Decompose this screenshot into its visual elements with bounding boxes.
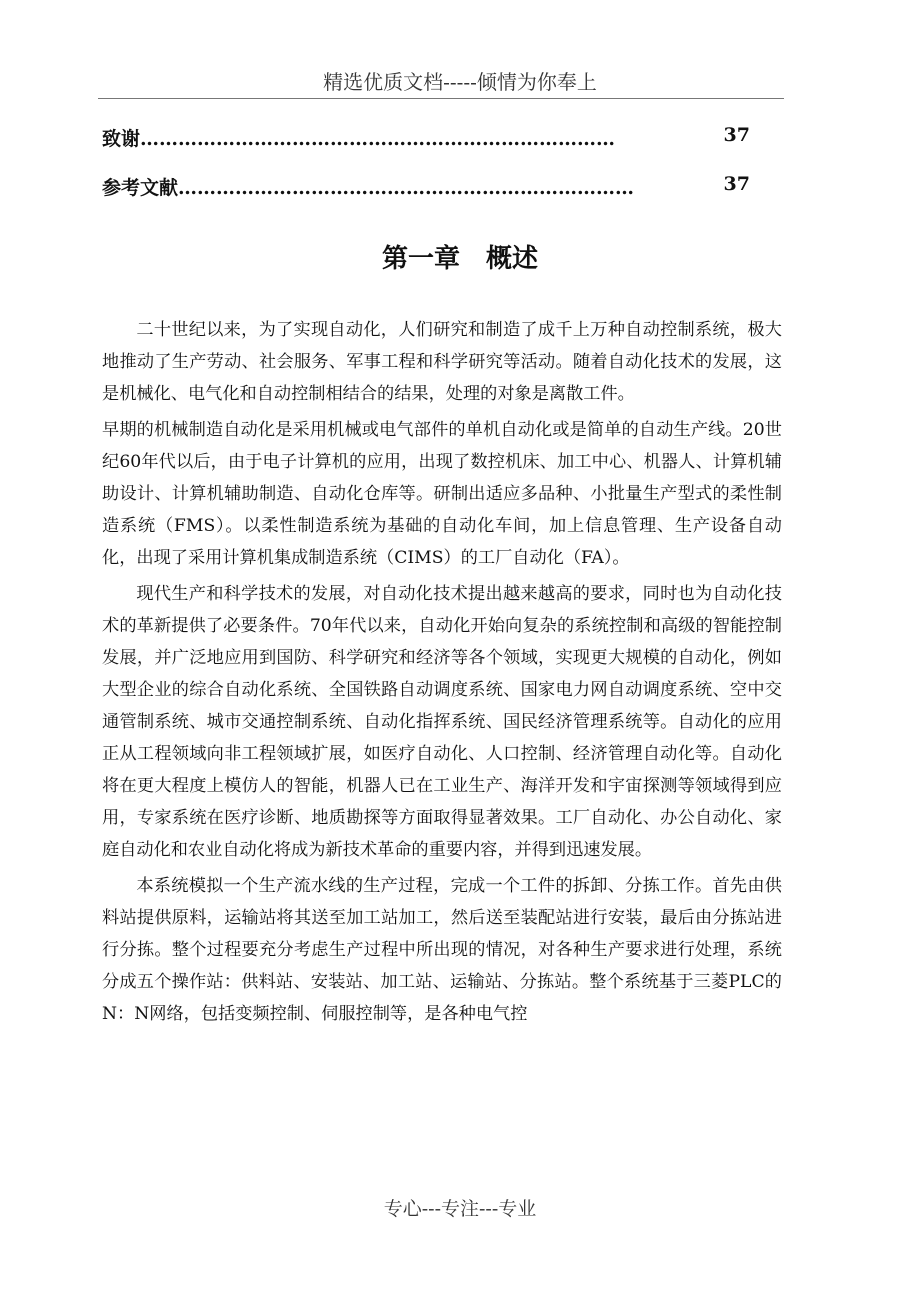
toc-entry-title: 致谢 bbox=[102, 128, 141, 150]
paragraph: 现代生产和科学技术的发展，对自动化技术提出越来越高的要求，同时也为自动化技术的革新提供了必要条件。70年代以来，自动化开始向复杂的系统控制和高级的智能控制发展，并广泛地应用到国防、科学研究和经济等各个领域，实现更大规模的自动化，例如大型企业的综合自动化系统、全国铁路自动调度系统、国家电力网自动调度系统、空中交通管制系统、城市交通控制系统、自动化指挥系统、国民经济管理系统等。自动化的应用正从工程领域向非工程领域扩展，如医疗自动化、人口控制、经济管理自动化等。自动化将在更大程度上模仿人的智能，机器人已在工业生产、海洋开发和宇宙探测等领域得到应用，专家系统在医疗诊断、地质勘探等方面取得显著效果。工厂自动化、办公自动化、家庭自动化和农业自动化将成为新技术革命的重要内容，并得到迅速发展。 bbox=[102, 584, 782, 860]
toc-leader-dots: ………………………………………………………………… bbox=[140, 128, 616, 150]
toc-entry-acknowledgements[interactable] bbox=[102, 124, 750, 151]
paragraph: 早期的机械制造自动化是采用机械或电气部件的单机自动化或是简单的自动生产线。20世纪60年代以后，由于电子计算机的应用，出现了数控机床、加工中心、机器人、计算机辅助设计、计算机辅助制造、自动化仓库等。研制出适应多品种、小批量生产型式的柔性制造系统（FMS）。以柔性制造系统为基础的自动化车间，加上信息管理、生产设备自动化，出现了采用计算机集成制造系统（CIMS）的工厂自动化（FA）。 bbox=[102, 420, 782, 568]
page-header: 精选优质文档-----倾情为你奉上 bbox=[323, 70, 597, 94]
chapter-body bbox=[102, 314, 782, 1034]
header-divider bbox=[98, 98, 784, 99]
toc-leader-dots: ……………………………………………………………… bbox=[178, 177, 635, 199]
toc-entry-title: 参考文献 bbox=[102, 177, 179, 199]
page-footer: 专心---专注---专业 bbox=[383, 1198, 537, 1220]
toc-page-number: 37 bbox=[723, 124, 750, 146]
paragraph: 二十世纪以来，为了实现自动化，人们研究和制造了成千上万种自动控制系统，极大地推动了生产劳动、社会服务、军事工程和科学研究等活动。随着自动化技术的发展，这是机械化、电气化和自动控制相结合的结果，处理的对象是离散工件。 bbox=[102, 320, 782, 404]
toc-page-number: 37 bbox=[723, 173, 750, 195]
toc-entry-references[interactable] bbox=[102, 173, 750, 200]
chapter-title: 第一章 概述 bbox=[381, 244, 538, 274]
paragraph: 本系统模拟一个生产流水线的生产过程，完成一个工件的拆卸、分拣工作。首先由供料站提供原料，运输站将其送至加工站加工，然后送至装配站进行安装，最后由分拣站进行分拣。整个过程要充分考虑生产过程中所出现的情况，对各种生产要求进行处理，系统分成五个操作站：供料站、安装站、加工站、运输站、分拣站。整个系统基于三菱PLC的N：N网络，包括变频控制、伺服控制等，是各种电气控 bbox=[102, 876, 782, 1024]
